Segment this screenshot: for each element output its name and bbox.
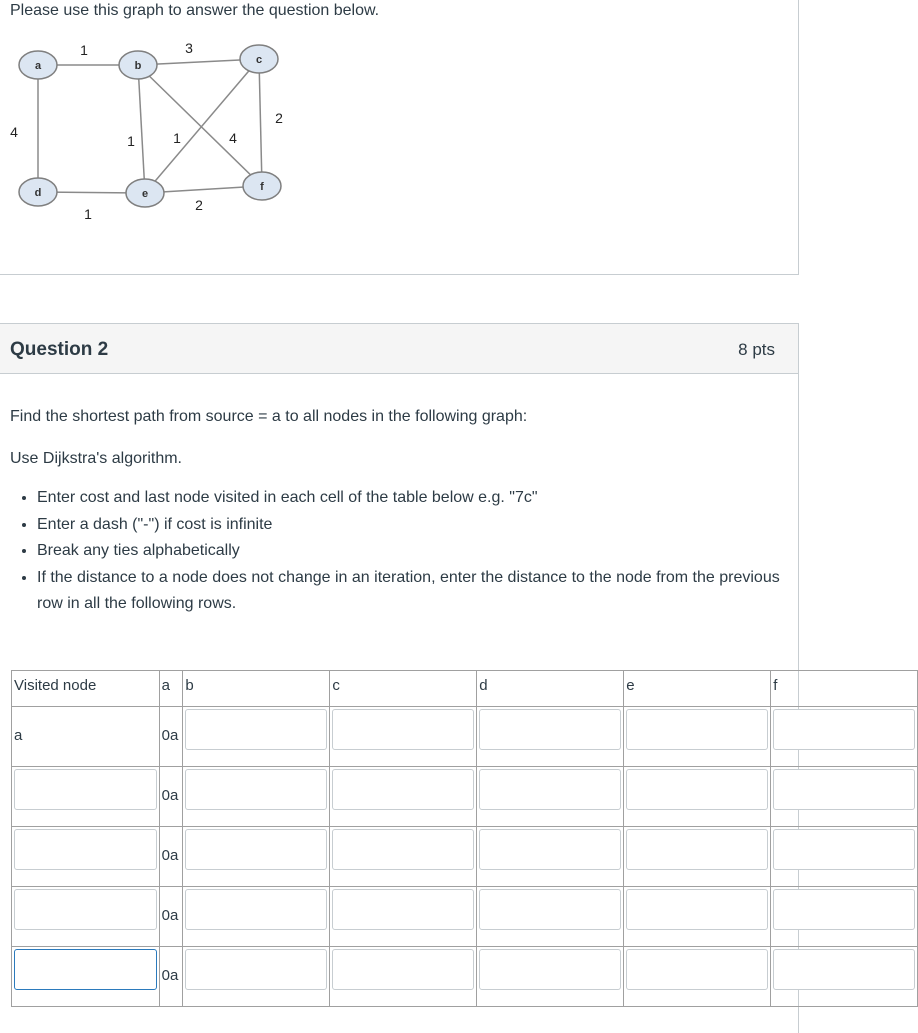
b-cell	[183, 887, 330, 947]
rules-list	[10, 485, 797, 618]
e-input[interactable]	[626, 709, 768, 750]
node-label-a: a	[34, 60, 42, 72]
f-input[interactable]	[773, 949, 915, 990]
visited-cell	[12, 827, 160, 887]
visited-input[interactable]	[14, 769, 157, 810]
d-input[interactable]	[479, 709, 621, 750]
e-cell	[624, 887, 771, 947]
header-d: d	[477, 671, 624, 707]
c-cell	[330, 767, 477, 827]
b-input[interactable]	[185, 949, 327, 990]
node-label-d: d	[34, 187, 42, 199]
header-visited-node: Visited node	[12, 671, 160, 707]
b-input[interactable]	[185, 769, 327, 810]
b-cell	[183, 767, 330, 827]
rule-item: • Enter cost and last node visited in each cell of the table below e.g. "7c"	[37, 485, 797, 512]
e-cell	[624, 707, 771, 767]
visited-input[interactable]	[14, 889, 157, 930]
a-value: 0a	[161, 787, 179, 804]
question-method: Use Dijkstra's algorithm.	[10, 450, 182, 467]
d-input[interactable]	[479, 889, 621, 930]
b-cell	[183, 947, 330, 1007]
header-a: a	[159, 671, 183, 707]
a-cell	[159, 767, 183, 827]
f-cell	[771, 827, 918, 887]
node-label-c: c	[255, 54, 263, 66]
edge-weight-e-f: 2	[195, 197, 203, 213]
edge-weight-c-e: 4	[229, 130, 237, 146]
table-row	[12, 887, 918, 947]
visited-cell	[12, 887, 160, 947]
table-row	[12, 707, 918, 767]
a-cell	[159, 947, 183, 1007]
b-cell	[183, 707, 330, 767]
rule-item: • Enter a dash ("-") if cost is infinite	[37, 512, 797, 539]
b-input[interactable]	[185, 889, 327, 930]
question-header	[0, 323, 799, 374]
f-cell	[771, 887, 918, 947]
visited-cell	[12, 707, 160, 767]
c-cell	[330, 887, 477, 947]
e-cell	[624, 947, 771, 1007]
edge-weight-d-e: 1	[84, 206, 92, 222]
b-input[interactable]	[185, 829, 327, 870]
edge-weight-b-f: 1	[173, 130, 181, 146]
dijkstra-table	[11, 670, 918, 1007]
f-cell	[771, 767, 918, 827]
e-cell	[624, 827, 771, 887]
question-points: 8 pts	[738, 340, 775, 359]
a-cell	[159, 707, 183, 767]
f-input[interactable]	[773, 769, 915, 810]
visited-cell	[12, 947, 160, 1007]
table-header-row	[12, 671, 918, 707]
node-label-f: f	[260, 181, 264, 193]
d-cell	[477, 707, 624, 767]
e-input[interactable]	[626, 769, 768, 810]
c-input[interactable]	[332, 769, 474, 810]
graph-diagram	[0, 29, 300, 229]
c-input[interactable]	[332, 889, 474, 930]
a-value: 0a	[161, 907, 179, 924]
edge-weight-b-e: 1	[127, 133, 135, 149]
f-cell	[771, 947, 918, 1007]
visited-input[interactable]	[14, 829, 157, 870]
edge-weight-a-b: 1	[80, 42, 88, 58]
c-cell	[330, 707, 477, 767]
d-input[interactable]	[479, 769, 621, 810]
a-value: 0a	[161, 727, 179, 744]
visited-input[interactable]	[14, 949, 157, 990]
edge-c-f	[259, 59, 262, 186]
d-input[interactable]	[479, 949, 621, 990]
e-input[interactable]	[626, 829, 768, 870]
rule-item: • Break any ties alphabetically	[37, 538, 797, 565]
graph-card	[0, 0, 799, 275]
question-title: Question 2	[10, 339, 109, 360]
c-input[interactable]	[332, 829, 474, 870]
b-input[interactable]	[185, 709, 327, 750]
e-input[interactable]	[626, 889, 768, 930]
edge-b-e	[138, 65, 145, 193]
edge-c-e	[145, 59, 259, 193]
edge-weight-c-f: 2	[275, 110, 283, 126]
d-cell	[477, 947, 624, 1007]
table-row	[12, 827, 918, 887]
intro-text: Please use this graph to answer the question below.	[10, 2, 380, 19]
header-b: b	[183, 671, 330, 707]
e-cell	[624, 767, 771, 827]
c-input[interactable]	[332, 709, 474, 750]
edge-b-f	[138, 65, 262, 186]
d-input[interactable]	[479, 829, 621, 870]
header-c: c	[330, 671, 477, 707]
d-cell	[477, 887, 624, 947]
a-value: 0a	[161, 847, 179, 864]
edge-weight-b-c: 3	[185, 40, 193, 56]
visited-value: a	[14, 727, 23, 744]
a-cell	[159, 887, 183, 947]
rule-item: • If the distance to a node does not change in an iteration, enter the distance to the node from the previous row in all the following rows.	[37, 565, 797, 618]
c-cell	[330, 947, 477, 1007]
visited-cell	[12, 767, 160, 827]
node-label-e: e	[141, 188, 149, 200]
b-cell	[183, 827, 330, 887]
f-input[interactable]	[773, 829, 915, 870]
c-input[interactable]	[332, 949, 474, 990]
table-row	[12, 947, 918, 1007]
edge-weight-a-d: 4	[10, 124, 18, 140]
header-e: e	[624, 671, 771, 707]
a-value: 0a	[161, 967, 179, 984]
f-cell	[771, 707, 918, 767]
d-cell	[477, 827, 624, 887]
header-f: f	[771, 671, 918, 707]
e-input[interactable]	[626, 949, 768, 990]
f-input[interactable]	[773, 709, 915, 750]
a-cell	[159, 827, 183, 887]
node-label-b: b	[134, 60, 142, 72]
c-cell	[330, 827, 477, 887]
question-prompt: Find the shortest path from source = a to all nodes in the following graph:	[10, 408, 528, 425]
f-input[interactable]	[773, 889, 915, 930]
table-row	[12, 767, 918, 827]
d-cell	[477, 767, 624, 827]
